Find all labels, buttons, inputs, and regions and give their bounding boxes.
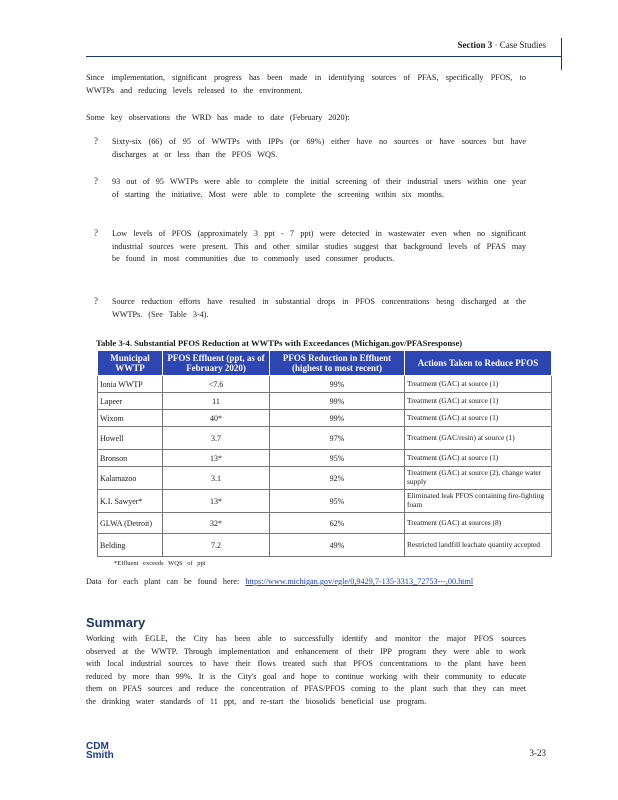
bullet-item: 93 out of 95 WWTPs were able to complete the initial screening of their industrial users within one year of starting the initiative. Most were able to complete the screening within six months.: [112, 177, 526, 199]
cdm-smith-logo: [86, 742, 114, 760]
table-caption: Table 3-4. Substantial PFOS Reduction at WWTPs with Exceedances (Michigan.gov/PFASresponse): [96, 338, 463, 348]
cell-effluent: 40*: [163, 410, 270, 427]
bullet-marker: ?: [94, 136, 98, 146]
header-title: Case Studies: [499, 40, 546, 50]
cell-action: Treatment (GAC) at source (1): [405, 410, 552, 427]
bullet-marker: ?: [94, 296, 98, 306]
cell-action: Treatment (GAC) at source (1): [405, 450, 552, 467]
cell-effluent: 13*: [163, 450, 270, 467]
cell-effluent: 32*: [163, 513, 270, 534]
header-horizontal-rule: [86, 56, 562, 57]
bullet-item: Sixty-six (66) of 95 of WWTPs with IPPs (or 69%) either have no sources or have sources but have discharges at or less than the PFOS WQS.: [112, 137, 526, 159]
table-row: [98, 467, 552, 490]
table-row: [98, 427, 552, 450]
cell-action: Eliminated leak PFOS containing fire-fighting foam: [405, 490, 552, 513]
data-source-note: [86, 576, 526, 589]
table-footnote: *Effluent exceeds WQS of ppt: [114, 560, 206, 567]
cell-reduction: 97%: [270, 427, 405, 450]
cell-reduction: 99%: [270, 376, 405, 393]
logo-line-1: CDM: [86, 741, 109, 752]
cell-effluent: 3.7: [163, 427, 270, 450]
col-header-actions: Actions Taken to Reduce PFOS: [405, 351, 552, 376]
table-row: [98, 513, 552, 534]
cell-action: Treatment (GAC) at source (2), change water supply: [405, 467, 552, 490]
pfos-reduction-table: [97, 350, 552, 557]
table-row: [98, 393, 552, 410]
cell-action: Treatment (GAC/resin) at source (1): [405, 427, 552, 450]
bullet-item: Source reduction efforts have resulted in substantial drops in PFOS concentrations being discharged at the WWTPs. (See Table 3-4).: [112, 297, 526, 319]
cell-wwtp: Bronson: [98, 450, 163, 467]
cell-reduction: 62%: [270, 513, 405, 534]
cell-wwtp: Lapeer: [98, 393, 163, 410]
bullet-item: Low levels of PFOS (approximately 3 ppt - 7 ppt) were detected in wastewater even when no significant industrial sources were present. This and other similar studies suggest that background levels of PFAS may be found in most communities due to commonly used consumer products.: [112, 229, 526, 263]
cell-effluent: 11: [163, 393, 270, 410]
table-row: [98, 450, 552, 467]
cell-wwtp: Kalamazoo: [98, 467, 163, 490]
col-header-reduction: PFOS Reduction in Effluent (highest to most recent): [270, 351, 405, 376]
table-row: [98, 376, 552, 393]
data-note-text: Data for each plant can be found here:: [86, 577, 240, 586]
intro-paragraph: Since implementation, significant progress has been made in identifying sources of PFAS, specifically PFOS, to WWTPs and reducing levels released to the environment.: [86, 73, 526, 95]
bullet-marker: ?: [94, 176, 98, 186]
cell-wwtp: Belding: [98, 534, 163, 557]
section-label: Section 3: [457, 40, 493, 50]
table-header-row: [98, 351, 552, 376]
summary-heading: Summary: [86, 615, 146, 630]
col-header-wwtp: Municipal WWTP: [98, 351, 163, 376]
cell-wwtp: Wixom: [98, 410, 163, 427]
cell-reduction: 99%: [270, 410, 405, 427]
cell-reduction: 95%: [270, 490, 405, 513]
table-row: [98, 410, 552, 427]
data-source-link[interactable]: https://www.michigan.gov/egle/0,9429,7-135-3313_72753---,00.html: [245, 577, 474, 586]
table-row: [98, 534, 552, 557]
logo-line-2: Smith: [86, 750, 114, 761]
cell-wwtp: Howell: [98, 427, 163, 450]
cell-action: Treatment (GAC) at source (1): [405, 376, 552, 393]
cell-effluent: 3.1: [163, 467, 270, 490]
summary-paragraph: Working with EGLE, the City has been able to successfully identify and monitor the major PFOS sources observed at the WWTP. Through implementation and enhancement of their IPP program they were able to work with local industrial sources to have their flows treated such that PFOS concentrations to the plant have been reduced by more than 99%. It is the City's goal and hope to continue working with their community to educate them on PFAS sources and reduce the concentration of PFAS/PFOS coming to the plant such that they can meet the drinking water standards of 11 ppt, and re-start the biosolids beneficial use program.: [86, 634, 526, 706]
table-row: [98, 490, 552, 513]
header-vertical-rule: [561, 38, 562, 70]
cell-effluent: 13*: [163, 490, 270, 513]
col-header-effluent: PFOS Effluent (ppt, as of February 2020): [163, 351, 270, 376]
cell-action: Treatment (GAC) at source (1): [405, 393, 552, 410]
cell-wwtp: GLWA (Detroit): [98, 513, 163, 534]
cell-action: Treatment (GAC) at sources (8): [405, 513, 552, 534]
cell-reduction: 99%: [270, 393, 405, 410]
cell-reduction: 95%: [270, 450, 405, 467]
header-separator: ·: [494, 40, 498, 50]
page-number: 3-23: [529, 748, 546, 758]
cell-wwtp: Ionia WWTP: [98, 376, 163, 393]
cell-effluent: 7.2: [163, 534, 270, 557]
cell-action: Restricted landfill leachate quantity accepted: [405, 534, 552, 557]
bullet-marker: ?: [94, 228, 98, 238]
cell-effluent: <7.6: [163, 376, 270, 393]
cell-wwtp: K.I. Sawyer*: [98, 490, 163, 513]
cell-reduction: 92%: [270, 467, 405, 490]
observations-intro: Some key observations the WRD has made to date (February 2020):: [86, 113, 350, 122]
running-header: [458, 40, 547, 50]
cell-reduction: 49%: [270, 534, 405, 557]
